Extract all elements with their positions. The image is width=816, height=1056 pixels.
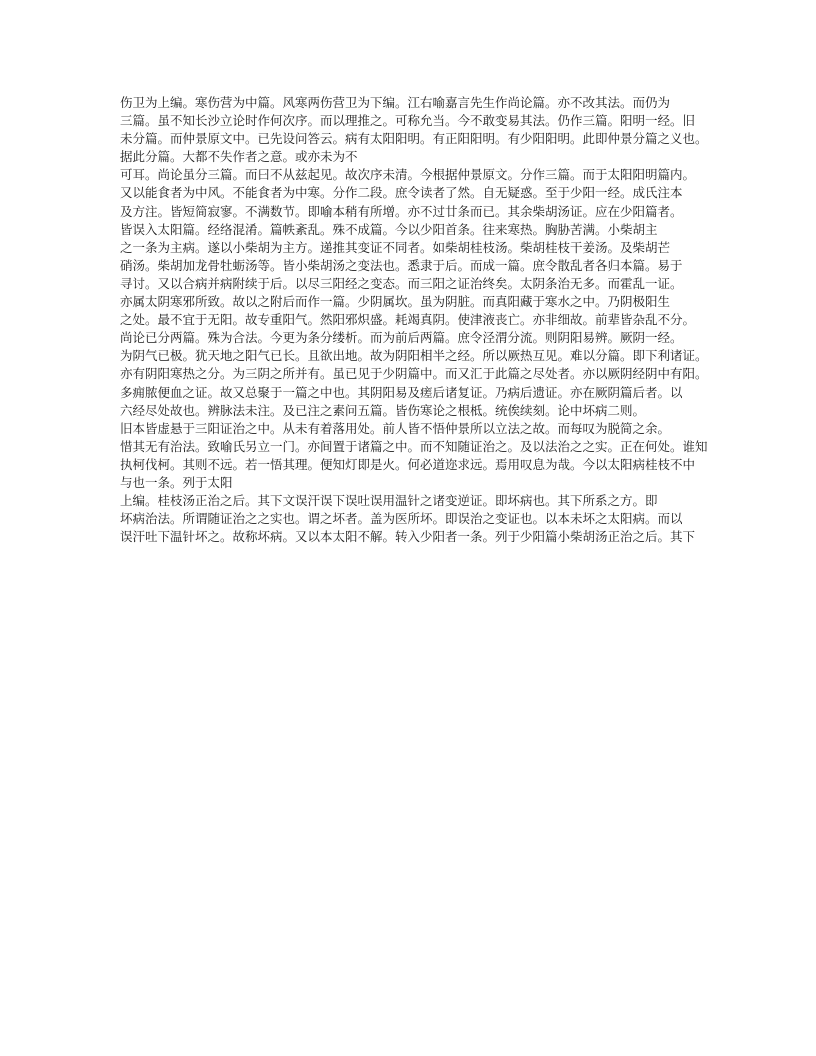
text-line-18: 六经尽处故也。辨脉法未注。及已注之素问五篇。皆伤寒论之根柢。统俟续刻。论中坏病二则。	[120, 402, 646, 418]
text-line-17: 多痈脓便血之证。故又总聚于一篇之中也。其阴阳易及瘥后诸复证。乃病后遗证。亦在厥阴篇后者。以	[120, 384, 683, 400]
text-line-23: 上编。桂枝汤正治之后。其下文误汗误下误吐误用温针之诸变逆证。即坏病也。其下所系之方。即	[120, 493, 658, 509]
text-line-14: 尚论已分两篇。殊为合法。今更为条分缕析。而为前后两篇。庶令泾渭分流。则阴阳易辨。厥阴一经。	[120, 330, 683, 346]
text-line-22: 与也一条。列于太阳	[120, 474, 233, 490]
text-line-3: 未分篇。而仲景原文中。已先设问答云。病有太阳阳明。有正阳阳明。有少阳阳明。此即仲景分篇之义也。	[120, 131, 708, 147]
text-line-15: 为阴气已极。犹天地之阳气已长。且欲出地。故为阴阳相半之经。所以厥热互见。难以分篇。即下利诸证。	[120, 348, 708, 364]
text-line-20: 惜其无有治法。致喻氏另立一门。亦间置于诸篇之中。而不知随证治之。及以法治之之实。正在何处。谁知	[120, 438, 708, 454]
text-line-24: 坏病治法。所谓随证治之之实也。谓之坏者。盖为医所坏。即误治之变证也。以本未坏之太阳病。而以	[120, 511, 683, 527]
text-line-7: 及方注。皆短简寂寥。不满数节。即喻本稍有所增。亦不过廿条而已。其余柴胡汤证。应在少阳篇者。	[120, 203, 683, 219]
text-line-4: 据此分篇。大都不失作者之意。或亦未为不	[120, 149, 358, 165]
text-line-16: 亦有阴阳寒热之分。为三阴之所并有。虽已见于少阴篇中。而又汇于此篇之尽处者。亦以厥阴经阴中有阳。	[120, 366, 708, 382]
text-line-25: 误汗吐下温针坏之。故称坏病。又以本太阳不解。转入少阳者一条。列于少阳篇小柴胡汤正治之后。其下	[120, 529, 696, 545]
text-line-5: 可耳。尚论虽分三篇。而曰不从兹起见。故次序未清。今根据仲景原文。分作三篇。而于太阳阳明篇内。	[120, 167, 696, 183]
text-line-8: 皆误入太阳篇。经络混淆。篇帙紊乱。殊不成篇。今以少阳首条。往来寒热。胸胁苦满。小柴胡主	[120, 221, 658, 237]
document-body	[120, 94, 708, 546]
text-line-9: 之一条为主病。遂以小柴胡为主方。递推其变证不同者。如柴胡桂枝汤。柴胡桂枝干姜汤。及柴胡芒	[120, 239, 671, 255]
text-line-2: 三篇。虽不知长沙立论时作何次序。而以理推之。可称允当。今不敢变易其法。仍作三篇。阳明一经。旧	[120, 113, 696, 129]
text-line-6: 又以能食者为中风。不能食者为中寒。分作二段。庶令读者了然。自无疑惑。至于少阳一经。成氏注本	[120, 185, 683, 201]
text-line-11: 寻讨。又以合病并病附续于后。以尽三阳经之变态。而三阳之证治终矣。太阴条治无多。而霍乱一证。	[120, 275, 683, 291]
text-line-13: 之处。最不宜于无阳。故专重阳气。然阳邪炽盛。耗竭真阴。使津液丧亡。亦非细故。前辈皆杂乱不分。	[120, 312, 696, 328]
text-line-10: 硝汤。柴胡加龙骨牡蛎汤等。皆小柴胡汤之变法也。悉隶于后。而成一篇。庶令散乱者各归本篇。易于	[120, 257, 683, 273]
text-line-1: 伤卫为上编。寒伤营为中篇。风寒两伤营卫为下编。江右喻嘉言先生作尚论篇。亦不改其法。而仍为	[120, 95, 671, 110]
text-line-21: 执柯伐柯。其则不远。若一悟其理。便知灯即是火。何必道迩求远。焉用叹息为哉。今以太阳病桂枝不中	[120, 456, 696, 472]
text-line-19: 旧本皆虚悬于三阳证治之中。从未有着落用处。前人皆不悟仲景所以立法之故。而每叹为脱简之余。	[120, 420, 671, 436]
text-line-12: 亦属太阴寒邪所致。故以之附后而作一篇。少阴属坎。虽为阴脏。而真阳藏于寒水之中。乃阴极阳生	[120, 294, 671, 310]
